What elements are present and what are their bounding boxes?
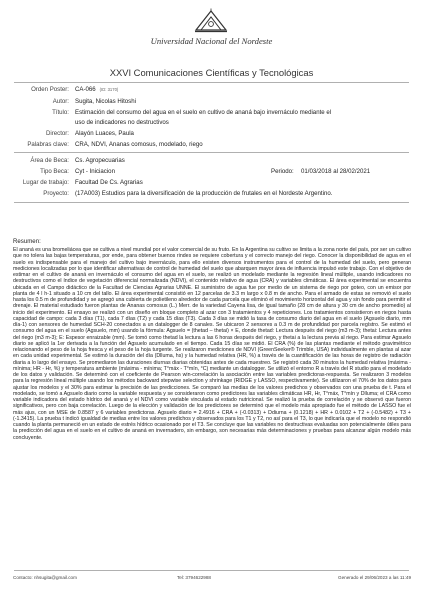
director-value: Alayón Luaces, Paula	[75, 130, 134, 137]
period-value: 01/03/2018 al 28/02/2021	[301, 168, 371, 175]
meta-divider	[14, 152, 409, 153]
order-value	[75, 86, 118, 93]
director-label: Director:	[45, 130, 69, 137]
abstract-divider	[14, 202, 409, 203]
keywords-value: CRA, NDVI, Ananas comosus, modelado, riego	[75, 141, 203, 148]
type-label: Tipo Beca:	[40, 168, 69, 175]
workplace-value: Facultad De Cs. Agrarias	[75, 179, 143, 186]
period-label: Periodo:	[271, 168, 294, 175]
order-code: CA-066	[75, 86, 96, 93]
footer-contact: Contacto: nhsugita@gmail.com	[13, 575, 77, 580]
author-value: Sugita, Nicolas Hitoshi	[75, 98, 136, 105]
footer-generated: Generado el 29/06/2023 a las 11:49	[338, 575, 411, 580]
author-label: Autor:	[52, 98, 69, 105]
type-value: Cyt - Iniciacion	[75, 168, 115, 175]
order-id: (ID: 3170)	[99, 87, 119, 92]
footer-phone: Tel: 3794622988	[177, 575, 211, 580]
keywords-label: Palabras clave:	[27, 141, 69, 148]
top-divider	[14, 82, 409, 83]
header	[0, 0, 423, 58]
title-label: Título:	[52, 109, 69, 116]
project-label: Proyecto:	[43, 190, 69, 197]
conference-title: XXVI Comunicaciones Científicas y Tecnológicas	[109, 67, 314, 78]
university-name: Universidad Nacional del Nordeste	[150, 36, 273, 46]
title-line-1: Estimación del consumo del agua en el suelo en cultivo de ananá bajo invernáculo mediante el	[75, 109, 332, 116]
title-line-2: uso de indicadores no destructivos	[75, 119, 169, 126]
area-value: Cs. Agropecuarias	[75, 157, 125, 164]
project-value: (17A003) Estudios para la diversificación de la producción de frutales en el Nordeste Argentino.	[75, 190, 333, 197]
abstract-label: Resumen:	[13, 238, 41, 245]
university-logo-icon	[192, 8, 230, 34]
workplace-label: Lugar de trabajo:	[22, 179, 69, 186]
abstract-text: El ananá es una bromeliácea que se cultiva a nivel mundial por el valor comercial de su fruto. En la Argentina su cultivo se limita a la zona norte del país, por ser un cultivo que no tolera las bajas temperaturas, por ende, para obtener buenos rindes se requiere cobertura y el correcto manejo del riego. Conocer la disponibilidad de agua en el suelo es indispensable para el manejo del cultivo bajo invernáculo, para ello existen diversos instrumentos para el control de la humedad del suelo, pero generan mediciones localizadas por lo que identificar alternativas de control de humedad del suelo que abarquen mayor área de influencia impulsó este trabajo. Con el objetivo de estimar en el cultivo de ananá en invernáculo el consumo del agua en el suelo, se realizó un modelado mediante la regresión lineal múltiple, usando indicadores no destructivos como el índice de vegetación diferencial normalizada (NDVI), el contenido relativo de agua (CRA) y variables climáticas. El área experimental se encuentra ubicada en el Campo didáctico de la Facultad de Ciencias Agrarias UNNE. El suministro de agua fue por medio de un sistema de riego por goteo, con un emisor por planta de 4 l h-1 situado a 10 cm del tallo. El área experimental consistió en 12 parcelas de 3.3 m largo x 0.8 m de ancho. Para el armado de estas se removió el suelo hasta los 0.5 m de profundidad y se agregó una cubierta de polietileno alrededor de cada parcela que eliminó el movimiento horizontal del agua y sin fondo para permitir el drenaje. El material estudiado fueron plantas de Ananas comosus (L.) Merr. de la variedad Cayena lisa, de igual tamaño (28 cm de altura y 30 cm de ancho promedio) al inicio del experimento. El ensayo se realizó con un diseño en bloque completo al azar con 3 tratamientos y 4 repeticiones. Los tratamientos consistieron en riegos hasta capacidad de campo: cada 3 días (T1), cada 7 días (T2) y cada 15 días (T3). Cada 3 días se midió la tasa de consumo diario del agua en el suelo (Agsuelo diario, mm día-1) con sensores de humedad SCH-20 conectados a un datalogger de 8 canales. Se ubicaron 2 sensores a 0.3 m de profundidad por parcela regístro. Se estimó el consumo del agua en el suelo (Agsuelo, mm) usando la fórmula: Agsuelo = (thetad – thetai) × E, donde thetad: Lectura después del riego (m3 m-3); thetai: Lectura antes del riego (m3 m-3); E: Espesor enraizable (mm). Se tomó como thetad la lectura a las 6 horas después del riego, y thetai a la lectura previa al riego. Para estimar Agsuelo diario se aplicó la 1er derivada a la función del Agsuelo acumulado en el tiempo. Cada 15 días se midió. El CRA (%) de las plantas mediante el método gravimétrico relacionando el peso de la hoja fresca y el peso de la hoja turgente. Se realizaron mediciones de NDVI (GreenSeeker® Trimble, USA) individualmente en plantas al azar en cada unidad experimental. Se estimó la duración del día (Dlluma, hs) y la humedad relativa (HR, %) a través de la cuantificación de las horas de registro de radiación diaria a lo largo del ensayo. Se promediaron las duraciones diurnas diarias obtenidas antes de cada muestreo. Se registró cada 30 minutos la humedad relativa (máxima - mínima; HR - Hr, %) y temperatura ambiente (máxima - mínima; T°máx - T°mín, °C) mediante un datalogger. Se utilizó el entorno R a través del R studio para el modelado de los datos y validación. Se determinó con el coeficiente de Pearson win-correlación la asociación entre las variables predictoras-respuesta. Se realizaron 3 modelos para la regresión lineal múltiple usando los métodos backward stepwise selection y shrinkage (RIDGE y LASSO, respectivamente). Se utilizaron el 70% de los datos para ajustar los modelos y el 30% para estimar la precisión de las predicciones. Se comparó las medias de los valores predichos y observados con una prueba de t. Para el modelado, se tomó a Agsuelo diario como la variable respuesta y se consideraron como predictores las variables climáticas HR, Hr, T°máx, T°mín y Dlluma; el CRA como variable indicadora del estado hídrico del ananá y el NDVI como variable vinculada al estado nutricional. Se realizó la prueba de correlación y se observó que fueron significativos, pero con baja correlación. Luego de la elección y validación de los predictores se determinó que el modelo más apropiado fue el método de LASSO fue el más ajus, con un MSE de 0.8587 y 6 variables predictoras. Agsuelo diario = 2.4916 + CRA + (-0.0313) + Ddiurna + (0.1218) + HR + 0.0102 + T2 + (-0.5482) + T3 + (-1.3415). La prueba t indicó igualdad de medias entre los valores predichos y observados para los T1 y T2, no así para el T3, lo que indicaría que el modelo no respondió cuando la planta permaneció en un estado de estrés hídrico ocasionado por el T3. Se concluye que las variables no destructivas evaluadas son potencialmente útiles para la predicción del agua en el suelo en el cultivo de ananá en invernadero, sin embargo, son necesarias más determinaciones y pruebas para alcanzar algún modelo más concluyente.	[13, 247, 411, 441]
order-label: Orden Poster:	[31, 86, 69, 93]
area-label: Área de Beca:	[30, 157, 69, 164]
footer-divider	[14, 570, 409, 571]
